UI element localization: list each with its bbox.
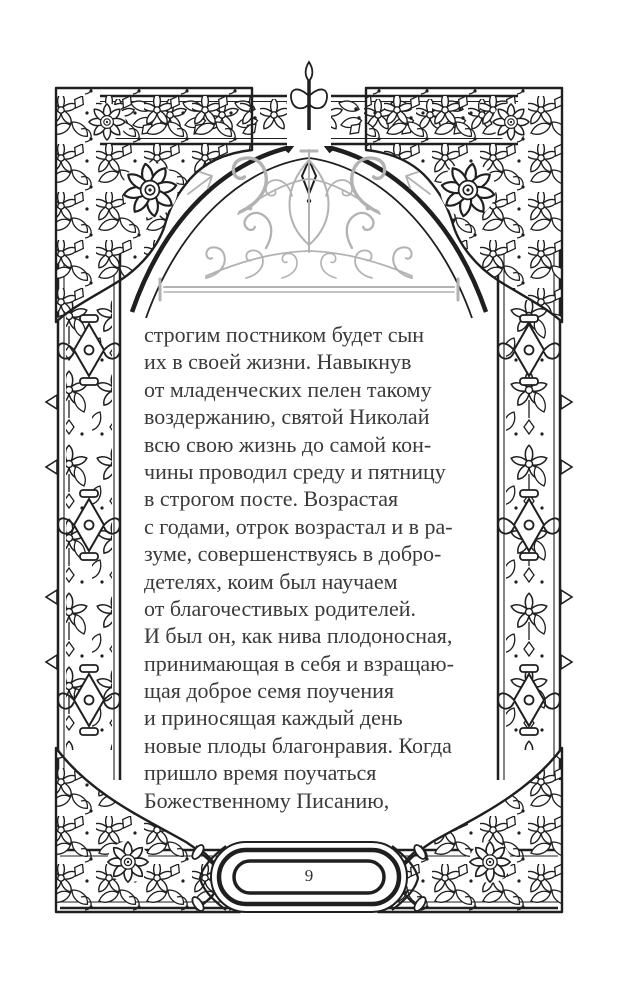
text-line: пришло время поучаться [144, 760, 377, 786]
text-line: зуме, совершенствуясь в добро- [144, 541, 442, 567]
text-line: от младенческих пелен такому [144, 376, 432, 402]
text-line: детелях, коим был научаем [144, 568, 398, 594]
fleur-de-lis-finial [287, 62, 331, 146]
body-text [144, 321, 480, 814]
text-line: принимающая в себя и взращаю- [144, 650, 454, 676]
text-line: строгим постником будет сын [144, 322, 425, 347]
text-line: новые плоды благонравия. Когда [144, 732, 452, 758]
text-line: от благочестивых родителей. [144, 595, 417, 621]
text-line: и приносящая каждый день [144, 705, 403, 731]
headpiece-ornament [160, 150, 458, 300]
text-line: щая доброе семя поучения [144, 678, 395, 704]
text-line: в строгом посте. Возрастая [144, 486, 399, 512]
text-line: воздержанию, святой Николай [144, 404, 430, 430]
page-number: 9 [304, 866, 314, 885]
text-line: И был он, как нива плодоносная, [144, 623, 453, 649]
text-line: всю свою жизнь до самой кон- [144, 431, 432, 457]
text-line: с годами, отрок возрастал и в ра- [144, 513, 453, 539]
text-line: чины проводил среду и пятницу [144, 458, 446, 484]
text-line: Божественному Писанию, [144, 787, 390, 813]
text-line: их в своей жизни. Навыкнув [144, 349, 412, 375]
